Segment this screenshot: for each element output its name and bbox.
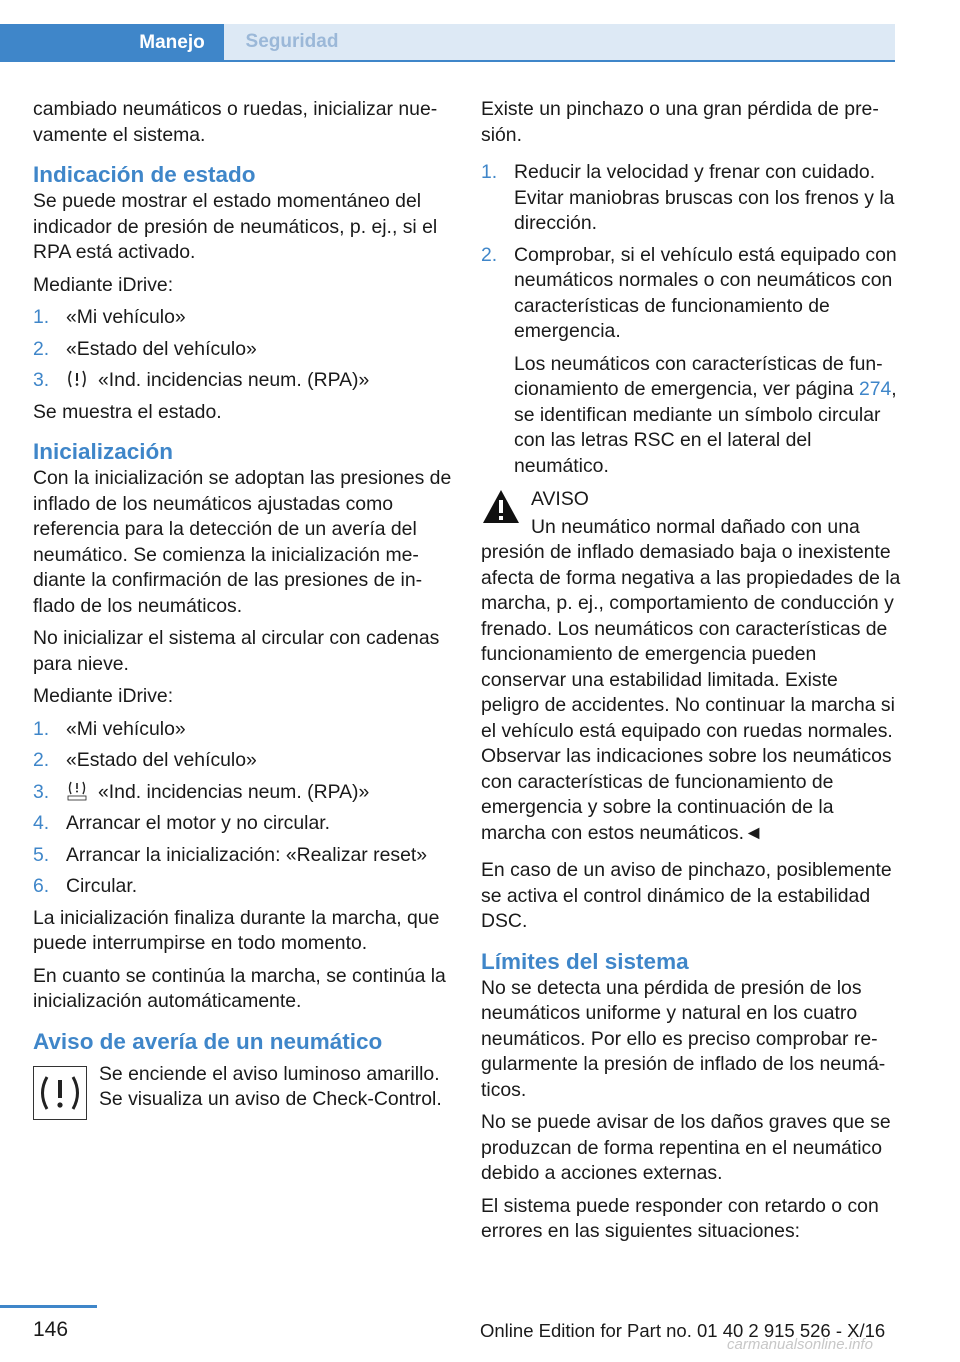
- aviso-text: Un neumático normal dañado con una presión de inflado demasiado baja o inexistente afecta de forma negativa a las propiedades de la marcha, p. ej., comportamiento de conducción y frenado. Los neumáticos con características de funcionamiento de emergencia pueden conservar una estabilidad limitada. Existe peligro de accidentes. No continuar la marcha si el vehículo está equipado con ruedas normales. Observar las indicaciones sobre los neumáticos con características de funcionamiento de emergencia y sobre la continuación de la marcha con estos neumáticos.◄: [481, 515, 901, 844]
- heading-init: Inicialización: [33, 439, 174, 464]
- list-item: 2. «Estado del vehículo»: [33, 337, 257, 360]
- page-header: [0, 0, 895, 62]
- edition-text: Online Edition for Part no. 01 40 2 915 526 - X/16: [480, 1320, 886, 1341]
- flat-steps: [481, 160, 901, 479]
- init-paragraph-4: En cuanto se continúa la marcha, se continúa la inicialización automáticamente.: [33, 964, 446, 1012]
- tire-pressure-warning-icon: [66, 369, 88, 389]
- limits-paragraph-2: No se puede avisar de los daños graves que se produzcan de forma repentina en el neumático debido a acciones externas.: [481, 1111, 891, 1184]
- init-paragraph-1: Con la inicialización se adoptan las presiones de inflado de los neumáticos ajustadas como referencia para la detección de un avería del neumático. Se comienza la inicialización mediante la confirmación de las presiones de inflado de los neumáticos.: [33, 467, 452, 617]
- aviso-title: AVISO: [531, 488, 589, 510]
- tire-reset-icon: [66, 781, 88, 801]
- idrive-label-1: Mediante iDrive:: [33, 273, 174, 296]
- init-steps: [33, 717, 453, 900]
- init-paragraph-3: La inicialización finaliza durante la marcha, que puede interrumpirse en todo momento.: [33, 906, 440, 954]
- heading-limits: Límites del sistema: [481, 948, 689, 974]
- limits-paragraph-1: No se detecta una pérdida de presión de los neumáticos uniforme y natural en los cuatro neumáticos. Por ello es preciso comprobar regularmente la presión de inflado de los neumáticos.: [481, 976, 886, 1101]
- dsc-paragraph: En caso de un aviso de pinchazo, posiblemente se activa el control dinámico de la estabilidad DSC.: [481, 859, 892, 932]
- aviso-block: [481, 487, 901, 846]
- list-item: 5. Arrancar la inicialización: «Realizar reset»: [33, 843, 428, 866]
- footer-rule: [0, 1305, 97, 1308]
- fault-paragraph: Se enciende el aviso luminoso amarillo. Se visualiza un aviso de Check-Control.: [99, 1062, 442, 1110]
- tab-seguridad[interactable]: Seguridad: [245, 31, 339, 52]
- intro-paragraph: cambiado neumáticos o ruedas, inicializar nuevamente el sistema.: [33, 98, 438, 146]
- status-steps: [33, 305, 453, 394]
- page-link-274[interactable]: 274: [858, 378, 892, 400]
- list-item: 1. «Mi vehículo»: [33, 717, 186, 740]
- list-item: 4. Arrancar el motor y no circular.: [33, 812, 331, 834]
- list-item: 3. «Ind. incidencias neum. (RPA)»: [33, 780, 370, 803]
- status-paragraph: Se puede mostrar el estado momentáneo del indicador de presión de neumáticos, p. ej., si el RPA está activado.: [33, 190, 438, 263]
- watermark: carmanualsonline.info: [727, 1336, 873, 1353]
- warning-triangle-icon: [481, 487, 521, 527]
- fault-row: [33, 1062, 453, 1142]
- list-item: 2. «Estado del vehículo»: [33, 749, 257, 771]
- rsc-note: Los neumáticos con características de funcionamiento de emergencia, ver página 274, se identifican mediante un símbolo circular con las letras RSC en el lateral del neumático.: [514, 352, 897, 477]
- tire-pressure-warning-icon: [33, 1066, 87, 1120]
- init-paragraph-2: No inicializar el sistema al circular con cadenas para nieve.: [33, 627, 440, 675]
- left-column: [33, 97, 453, 1142]
- idrive-label-2: Mediante iDrive:: [33, 685, 174, 707]
- section-fault: [33, 1028, 453, 1142]
- section-init: [33, 438, 453, 1015]
- section-status: [33, 161, 453, 425]
- right-column: [481, 97, 901, 1252]
- list-item: 2. Comprobar, si el vehículo está equipado con neumáticos normales o con neumáticos con características de funcionamiento de emergencia. Los neumáticos con características de funcionamiento de emergencia, ver página 274, se identifican mediante un símbolo circular con las letras RSC en el lateral del neumático.: [481, 243, 901, 480]
- section-limits: [481, 948, 901, 1245]
- status-shown: Se muestra el estado.: [33, 400, 222, 423]
- page-number: 146: [33, 1318, 69, 1341]
- list-item: 3. «Ind. incidencias neum. (RPA)»: [33, 369, 370, 391]
- tab-manejo[interactable]: Manejo: [139, 32, 205, 53]
- list-item: 6. Circular.: [33, 875, 138, 897]
- flat-paragraph: Existe un pinchazo o una gran pérdida de presión.: [481, 98, 879, 146]
- heading-status: Indicación de estado: [33, 162, 256, 187]
- heading-fault: Aviso de avería de un neumático: [33, 1028, 383, 1054]
- list-item: 1. «Mi vehículo»: [33, 306, 186, 328]
- limits-paragraph-3: El sistema puede responder con retardo o con errores en las siguientes situaciones:: [481, 1194, 879, 1242]
- list-item: 1. Reducir la velocidad y frenar con cuidado. Evitar maniobras bruscas con los frenos y la dirección.: [481, 161, 895, 234]
